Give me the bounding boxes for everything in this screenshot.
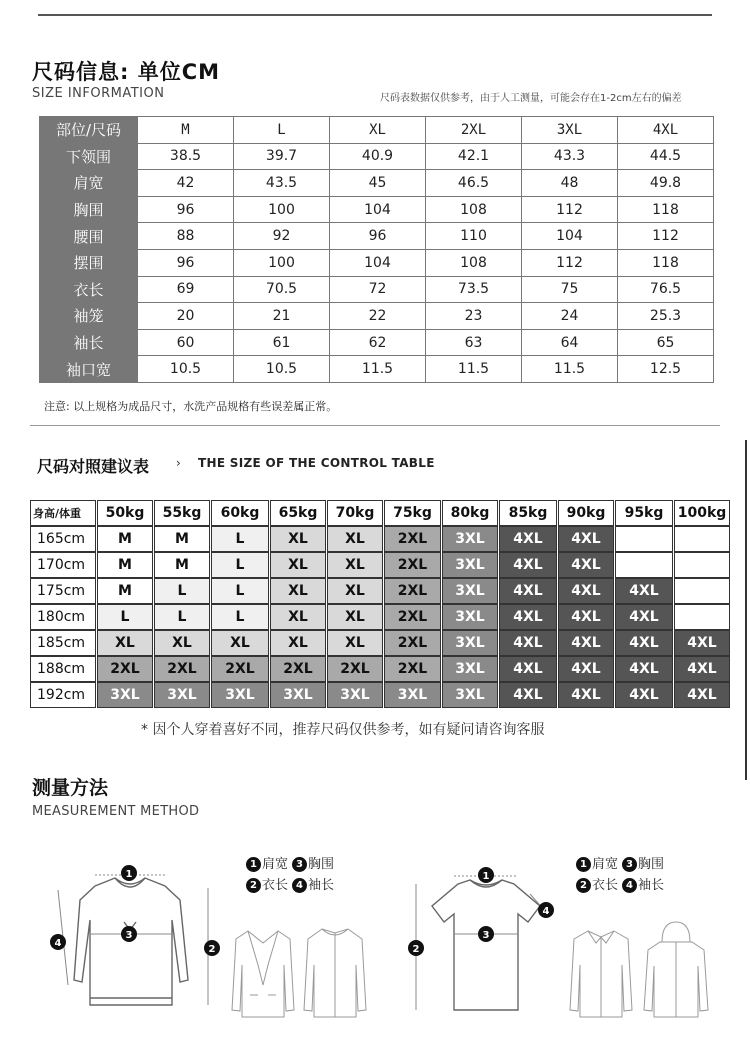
recommend-title-en: THE SIZE OF THE CONTROL TABLE <box>198 456 435 470</box>
recommended-size-cell: 4XL <box>558 526 614 552</box>
recommended-size-cell: 4XL <box>674 682 730 708</box>
legend-number-badge: 2 <box>246 878 261 893</box>
tshirt-outline <box>432 880 540 1010</box>
recommended-size-cell: XL <box>327 552 383 578</box>
measurement-value: 23 <box>426 303 522 330</box>
measurement-label: 袖笼 <box>40 303 138 330</box>
recommended-size-cell: XL <box>270 604 326 630</box>
recommended-size-cell: XL <box>270 630 326 656</box>
measure-legend-left <box>246 854 338 896</box>
measurement-value: 40.9 <box>330 143 426 170</box>
recommended-size-cell: 2XL <box>384 552 441 578</box>
recommended-size-cell: 4XL <box>499 682 557 708</box>
measurement-label: 袖口宽 <box>40 356 138 383</box>
recommended-size-cell: XL <box>270 578 326 604</box>
recommend-footnote: * 因个人穿着喜好不同，推荐尺码仅供参考，如有疑问请咨询客服 <box>141 722 545 738</box>
recommended-size-cell: 4XL <box>615 578 673 604</box>
size-table-row <box>40 196 714 223</box>
measurement-value: 20 <box>138 303 234 330</box>
recommended-size-cell: M <box>154 526 210 552</box>
recommended-size-cell: L <box>211 578 269 604</box>
recommended-size-cell: M <box>97 526 153 552</box>
sweatshirt-measure-illustration <box>40 860 240 1020</box>
recommended-size-cell: L <box>154 578 210 604</box>
tshirt-measure-illustration <box>398 860 568 1020</box>
measurement-label: 下领围 <box>40 143 138 170</box>
recommended-size-cell: 4XL <box>674 630 730 656</box>
measurement-value: 65 <box>618 329 714 356</box>
size-column-header: 4XL <box>618 117 714 144</box>
height-row-header: 185cm <box>30 630 96 656</box>
recommended-size-cell: 4XL <box>558 578 614 604</box>
marker-label: 3 <box>482 930 490 941</box>
height-row-header: 175cm <box>30 578 96 604</box>
recommended-size-cell: 2XL <box>327 656 383 682</box>
recommended-size-cell: XL <box>327 630 383 656</box>
recommended-size-cell: 4XL <box>615 682 673 708</box>
measurement-value: 43.3 <box>522 143 618 170</box>
recommended-size-cell: 2XL <box>384 604 441 630</box>
measurement-value: 42.1 <box>426 143 522 170</box>
weight-column-header: 55kg <box>154 500 210 526</box>
measure-title: 测量方法 <box>32 777 109 799</box>
weight-column-header: 85kg <box>499 500 557 526</box>
legend-number-badge: 3 <box>622 857 637 872</box>
zip-jacket-sketch-icon <box>300 925 370 1020</box>
recommended-size-cell: 3XL <box>442 630 498 656</box>
measurement-value: 112 <box>522 249 618 276</box>
measurement-value: 21 <box>234 303 330 330</box>
recommended-size-cell: 3XL <box>154 682 210 708</box>
measurement-value: 108 <box>426 196 522 223</box>
measurement-value: 38.5 <box>138 143 234 170</box>
size-column-header: 2XL <box>426 117 522 144</box>
weight-column-header: 70kg <box>327 500 383 526</box>
empty-size-cell <box>615 526 673 552</box>
recommended-size-cell: 2XL <box>384 630 441 656</box>
recommended-size-cell: 4XL <box>499 604 557 630</box>
height-row-header: 170cm <box>30 552 96 578</box>
recommended-size-cell: 4XL <box>558 682 614 708</box>
weight-column-header: 80kg <box>442 500 498 526</box>
recommended-size-cell: XL <box>211 630 269 656</box>
marker-label: 4 <box>542 906 550 917</box>
measurement-value: 44.5 <box>618 143 714 170</box>
measurement-value: 88 <box>138 223 234 250</box>
recommended-size-cell: L <box>154 604 210 630</box>
measurement-value: 11.5 <box>426 356 522 383</box>
measurement-value: 60 <box>138 329 234 356</box>
legend-label: 袖长 <box>308 878 335 893</box>
height-row-header: 165cm <box>30 526 96 552</box>
measurement-value: 104 <box>330 249 426 276</box>
measurement-value: 42 <box>138 170 234 197</box>
recommended-size-cell: XL <box>270 526 326 552</box>
recommended-size-cell: 3XL <box>442 604 498 630</box>
measure-lines <box>416 876 546 1010</box>
measurement-value: 76.5 <box>618 276 714 303</box>
weight-column-header: 75kg <box>384 500 441 526</box>
legend-number-badge: 3 <box>292 857 307 872</box>
measurement-value: 96 <box>138 249 234 276</box>
measurement-value: 100 <box>234 196 330 223</box>
section-divider <box>30 425 720 426</box>
size-table-row <box>40 223 714 250</box>
empty-size-cell <box>615 552 673 578</box>
weight-column-header: 60kg <box>211 500 269 526</box>
measurement-value: 100 <box>234 249 330 276</box>
recommended-size-cell: 4XL <box>558 604 614 630</box>
recommended-size-cell: 4XL <box>499 656 557 682</box>
measurement-value: 112 <box>618 223 714 250</box>
recommended-size-cell: 4XL <box>499 630 557 656</box>
measurement-value: 49.8 <box>618 170 714 197</box>
measurement-value: 45 <box>330 170 426 197</box>
measurement-value: 73.5 <box>426 276 522 303</box>
marker-label: 3 <box>125 930 133 941</box>
recommended-size-cell: XL <box>154 630 210 656</box>
recommended-size-cell: 3XL <box>442 578 498 604</box>
measurement-label: 袖长 <box>40 329 138 356</box>
legend-label: 袖长 <box>638 878 665 893</box>
measurement-value: 24 <box>522 303 618 330</box>
height-row-header: 180cm <box>30 604 96 630</box>
recommended-size-cell: L <box>211 604 269 630</box>
measurement-value: 70.5 <box>234 276 330 303</box>
size-table-row <box>40 170 714 197</box>
size-table-row <box>40 329 714 356</box>
legend-label: 衣长 <box>592 878 619 893</box>
legend-label: 衣长 <box>262 878 289 893</box>
recommended-size-cell: 4XL <box>499 552 557 578</box>
recommended-size-cell: 4XL <box>615 630 673 656</box>
size-info-subtitle: SIZE INFORMATION <box>32 86 165 101</box>
height-row-header: 188cm <box>30 656 96 682</box>
measurement-label: 摆围 <box>40 249 138 276</box>
recommended-size-cell: 3XL <box>211 682 269 708</box>
measurement-value: 112 <box>522 196 618 223</box>
empty-size-cell <box>674 578 730 604</box>
measurement-value: 69 <box>138 276 234 303</box>
measure-subtitle: MEASUREMENT METHOD <box>32 804 200 819</box>
recommended-size-cell: 2XL <box>384 578 441 604</box>
recommended-size-cell: 4XL <box>558 656 614 682</box>
recommended-size-cell: XL <box>270 552 326 578</box>
blazer-sketch-icon <box>228 925 298 1020</box>
legend-number-badge: 2 <box>576 878 591 893</box>
measurement-value: 25.3 <box>618 303 714 330</box>
measurement-value: 22 <box>330 303 426 330</box>
empty-size-cell <box>674 526 730 552</box>
legend-label: 胸围 <box>638 857 665 872</box>
size-table-row <box>40 356 714 383</box>
measurement-value: 64 <box>522 329 618 356</box>
measurement-label: 衣长 <box>40 276 138 303</box>
measurement-value: 96 <box>138 196 234 223</box>
measurement-value: 10.5 <box>234 356 330 383</box>
measurement-value: 75 <box>522 276 618 303</box>
measurement-value: 61 <box>234 329 330 356</box>
recommended-size-cell: 3XL <box>442 682 498 708</box>
measurement-value: 63 <box>426 329 522 356</box>
measurement-value: 118 <box>618 249 714 276</box>
size-table-row <box>40 276 714 303</box>
top-divider <box>38 14 712 16</box>
recommended-size-cell: M <box>97 578 153 604</box>
recommended-size-cell: 2XL <box>270 656 326 682</box>
legend-label: 肩宽 <box>262 857 289 872</box>
size-column-header: 3XL <box>522 117 618 144</box>
legend-number-badge: 1 <box>576 857 591 872</box>
recommended-size-cell: M <box>97 552 153 578</box>
measurement-value: 108 <box>426 249 522 276</box>
size-table <box>39 116 714 383</box>
recommended-size-cell: 3XL <box>442 656 498 682</box>
measurement-label: 腰围 <box>40 223 138 250</box>
height-weight-corner: 身高/体重 <box>30 500 96 526</box>
size-disclaimer: 尺码表数据仅供参考，由于人工测量，可能会存在1-2cm左右的偏差 <box>380 93 682 104</box>
weight-column-header: 95kg <box>615 500 673 526</box>
measurement-value: 72 <box>330 276 426 303</box>
marker-label: 2 <box>412 944 420 955</box>
marker-label: 1 <box>125 869 133 880</box>
recommended-size-cell: 4XL <box>615 604 673 630</box>
recommended-size-cell: 4XL <box>674 656 730 682</box>
measurement-label: 肩宽 <box>40 170 138 197</box>
recommended-size-cell: XL <box>327 578 383 604</box>
recommended-size-cell: 3XL <box>327 682 383 708</box>
measurement-value: 104 <box>330 196 426 223</box>
recommended-size-cell: M <box>154 552 210 578</box>
marker-label: 2 <box>208 944 216 955</box>
measurement-value: 46.5 <box>426 170 522 197</box>
measurement-value: 12.5 <box>618 356 714 383</box>
recommended-size-cell: 4XL <box>615 656 673 682</box>
marker-label: 4 <box>54 938 62 949</box>
measurement-value: 92 <box>234 223 330 250</box>
legend-label: 胸围 <box>308 857 335 872</box>
size-table-header <box>40 117 714 144</box>
measurement-value: 11.5 <box>330 356 426 383</box>
recommended-size-cell: L <box>211 552 269 578</box>
shirt-sketch-icon <box>566 925 636 1020</box>
recommended-size-cell: 3XL <box>442 526 498 552</box>
recommended-size-cell: 2XL <box>384 656 441 682</box>
recommended-size-cell: 3XL <box>442 552 498 578</box>
size-table-row <box>40 143 714 170</box>
recommended-size-cell: XL <box>327 526 383 552</box>
measurement-label: 胸围 <box>40 196 138 223</box>
legend-label: 肩宽 <box>592 857 619 872</box>
recommended-size-cell: 3XL <box>270 682 326 708</box>
recommended-size-cell: 4XL <box>558 552 614 578</box>
size-table-row <box>40 249 714 276</box>
recommended-size-cell: 2XL <box>97 656 153 682</box>
recommended-size-cell: 3XL <box>384 682 441 708</box>
weight-column-header: 100kg <box>674 500 730 526</box>
recommended-size-cell: 3XL <box>97 682 153 708</box>
measurement-value: 39.7 <box>234 143 330 170</box>
recommended-size-cell: 4XL <box>499 578 557 604</box>
height-row-header: 192cm <box>30 682 96 708</box>
measurement-value: 43.5 <box>234 170 330 197</box>
measurement-value: 11.5 <box>522 356 618 383</box>
measurement-value: 10.5 <box>138 356 234 383</box>
recommended-size-cell: L <box>97 604 153 630</box>
weight-column-header: 65kg <box>270 500 326 526</box>
size-column-header: L <box>234 117 330 144</box>
recommended-size-cell: XL <box>327 604 383 630</box>
legend-number-badge: 4 <box>292 878 307 893</box>
legend-number-badge: 1 <box>246 857 261 872</box>
edge-bar <box>745 440 747 780</box>
recommended-size-cell: 2XL <box>211 656 269 682</box>
size-table-row <box>40 303 714 330</box>
recommend-title: 尺码对照建议表 <box>37 457 150 476</box>
empty-size-cell <box>674 552 730 578</box>
measurement-value: 96 <box>330 223 426 250</box>
size-header-label: 部位/尺码 <box>40 117 138 144</box>
size-note: 注意: 以上规格为成品尺寸，水洗产品规格有些误差属正常。 <box>44 400 338 413</box>
weight-column-header: 90kg <box>558 500 614 526</box>
size-column-header: XL <box>330 117 426 144</box>
weight-column-header: 50kg <box>97 500 153 526</box>
recommended-size-cell: L <box>211 526 269 552</box>
recommended-size-cell: 4XL <box>499 526 557 552</box>
recommended-size-cell: XL <box>97 630 153 656</box>
size-column-header: M <box>138 117 234 144</box>
size-info-title: 尺码信息: 单位CM <box>32 60 221 84</box>
measurement-value: 62 <box>330 329 426 356</box>
marker-label: 1 <box>482 871 490 882</box>
empty-size-cell <box>674 604 730 630</box>
measurement-value: 118 <box>618 196 714 223</box>
recommended-size-cell: 2XL <box>154 656 210 682</box>
measurement-value: 104 <box>522 223 618 250</box>
measure-legend-right <box>576 854 668 896</box>
legend-number-badge: 4 <box>622 878 637 893</box>
hoodie-sketch-icon <box>640 918 712 1020</box>
measurement-value: 110 <box>426 223 522 250</box>
recommended-size-cell: 4XL <box>558 630 614 656</box>
chevron-right-icon: › <box>176 456 181 470</box>
measurement-value: 48 <box>522 170 618 197</box>
recommended-size-cell: 2XL <box>384 526 441 552</box>
